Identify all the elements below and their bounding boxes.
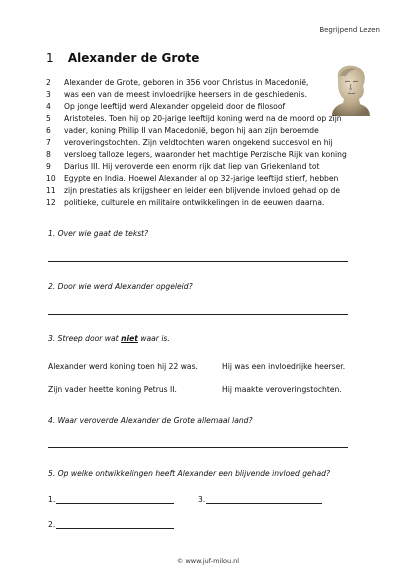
statement-4[interactable]: Hij maakte veroveringstochten.: [222, 385, 342, 394]
text-line: 12 politieke, culturele en militaire ontwikkelingen in de eeuwen daarna.: [46, 198, 325, 207]
alexander-bust-icon: [330, 64, 370, 116]
emphasis-not: niet: [121, 334, 138, 343]
question-3: 3. Streep door wat niet waar is.: [48, 334, 170, 343]
footer-copyright: © www.juf-milou.nl: [176, 557, 240, 565]
statement-3[interactable]: Zijn vader heette koning Petrus II.: [48, 385, 177, 394]
answer-line-q4[interactable]: [48, 447, 348, 448]
text-line: 5 Aristoteles. Toen hij op 20-jarige leeftijd koning werd na de moord op zijn: [46, 114, 342, 123]
statement-1[interactable]: Alexander werd koning toen hij 22 was.: [48, 362, 198, 371]
text-line: 4 Op jonge leeftijd werd Alexander opgeleid door de filosoof: [46, 102, 286, 111]
statement-2[interactable]: Hij was een invloedrijke heerser.: [222, 362, 346, 371]
question-4: 4. Waar veroverde Alexander de Grote allemaal land?: [48, 416, 253, 425]
answer-line-q2[interactable]: [48, 314, 348, 315]
answer-line-q1[interactable]: [48, 261, 348, 262]
answer-label-3: 3.: [198, 495, 206, 504]
question-5: 5. Op welke ontwikkelingen heeft Alexander een blijvende invloed gehad?: [48, 469, 330, 478]
text-line: 2 Alexander de Grote, geboren in 356 voor Christus in Macedonië,: [46, 78, 309, 87]
worksheet-category: Begrijpend Lezen: [319, 26, 380, 34]
answer-label-2: 2.: [48, 520, 56, 529]
page-title: [46, 51, 199, 65]
question-1: 1. Over wie gaat de tekst?: [48, 229, 149, 238]
answer-line-q5-2[interactable]: [56, 528, 174, 529]
text-line: 7 veroveringstochten. Zijn veldtochten waren ongekend succesvol en hij: [46, 138, 333, 147]
answer-line-q5-1[interactable]: [56, 503, 174, 504]
text-line: 3 was een van de meest invloedrijke heersers in de geschiedenis.: [46, 90, 308, 99]
answer-line-q5-3[interactable]: [206, 503, 322, 504]
text-line: 11 zijn prestaties als krijgsheer en leider een blijvende invloed gehad op de: [46, 186, 341, 195]
text-line: 9 Darius III. Hij veroverde een enorm rijk dat liep van Griekenland tot: [46, 162, 320, 171]
text-line: 8 versloeg talloze legers, waaronder het machtige Perzische Rijk van koning: [46, 150, 347, 159]
text-line: 6 vader, koning Philip II van Macedonië, begon hij aan zijn beroemde: [46, 126, 319, 135]
title-text: Alexander de Grote: [67, 51, 200, 65]
question-2: 2. Door wie werd Alexander opgeleid?: [48, 282, 193, 291]
answer-label-1: 1.: [48, 495, 56, 504]
text-line: 10 Egypte en India. Hoewel Alexander al op 32-jarige leeftijd stierf, hebben: [46, 174, 339, 183]
title-number: 1: [46, 51, 54, 65]
